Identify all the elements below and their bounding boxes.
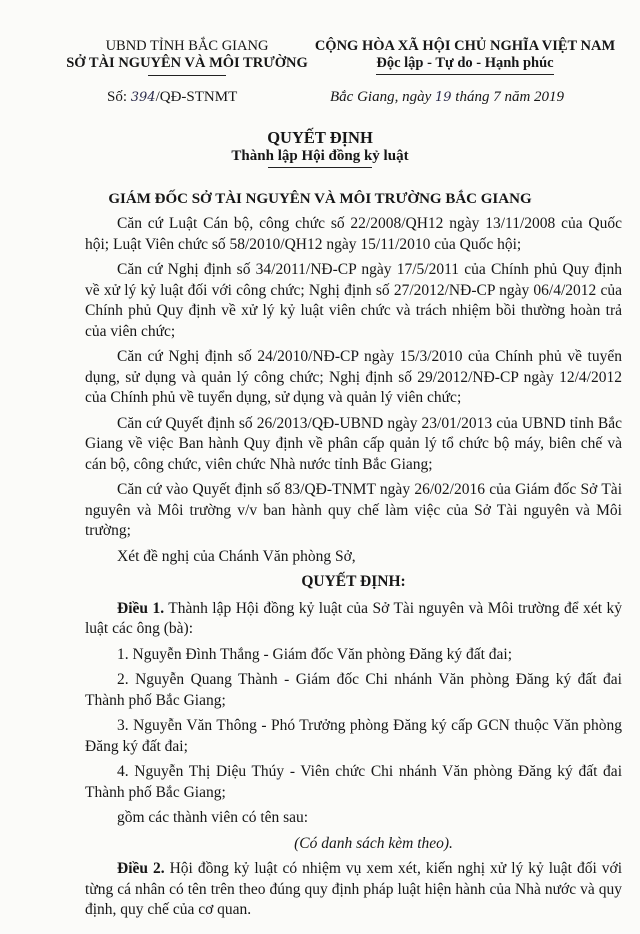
legal-basis: Căn cứ Luật Cán bộ, công chức số 22/2008/QH12 ngày 13/11/2008 của Quốc hội; Luật Viên chức số 58/2010/QH12 ngày 15/11/2010 của Quốc hội; xyxy=(85,215,622,253)
list-item: 4. Nguyễn Thị Diệu Thúy - Viên chức Chi nhánh Văn phòng Đăng ký đất đai Thành phố Bắc Giang; xyxy=(85,763,622,801)
date-suffix: tháng 7 năm 2019 xyxy=(451,89,565,105)
document-title: QUYẾT ĐỊNH xyxy=(267,128,373,147)
legal-basis: Căn cứ Nghị định số 34/2011/NĐ-CP ngày 17/5/2011 của Chính phủ Quy định về xử lý kỷ luật đối với công chức; Nghị định số 27/2012/NĐ-CP ngày 06/4/2012 của Chính phủ Quy định về xử lý kỷ luật viên chức và trách nhiệm bồi thường hoàn trả của viên chức; xyxy=(85,261,622,340)
decides-heading: QUYẾT ĐỊNH: xyxy=(301,573,406,590)
article-1 xyxy=(85,599,622,640)
place-and-date xyxy=(330,89,564,106)
legal-basis: Căn cứ vào Quyết định số 83/QĐ-TNMT ngày 26/02/2016 của Giám đốc Sở Tài nguyên và Môi trường v/v ban hành quy chế làm việc của Sở Tài nguyên và Môi trường; xyxy=(85,481,622,539)
divider xyxy=(148,75,226,76)
department-name: SỞ TÀI NGUYÊN VÀ MÔI TRƯỜNG xyxy=(66,55,308,71)
nation-name: CỘNG HÒA XÃ HỘI CHỦ NGHĨA VIỆT NAM xyxy=(314,38,616,54)
list-item: 2. Nguyễn Quang Thành - Giám đốc Chi nhánh Văn phòng Đăng ký đất đai Thành phố Bắc Giang; xyxy=(85,671,622,709)
place-prefix: Bắc Giang, ngày xyxy=(330,89,435,105)
national-heading xyxy=(312,38,618,75)
article-1-text: Thành lập Hội đồng kỷ luật của Sở Tài nguyên và Môi trường để xét kỷ luật các ông (bà): xyxy=(85,599,622,637)
list-item: 3. Nguyễn Văn Thông - Phó Trưởng phòng Đăng ký cấp GCN thuộc Văn phòng Đăng ký đất đai; xyxy=(85,717,622,755)
province-committee: UBND TỈNH BẮC GIANG xyxy=(105,38,269,54)
article-2-label: Điều 2. xyxy=(117,860,165,877)
document-subtitle: Thành lập Hội đồng kỷ luật xyxy=(231,148,409,164)
article-1-label: Điều 1. xyxy=(117,599,165,617)
national-motto: Độc lập - Tự do - Hạnh phúc xyxy=(376,55,554,71)
document-number xyxy=(107,89,237,106)
article-2-text: Hội đồng kỷ luật có nhiệm vụ xem xét, kiến nghị xử lý kỷ luật đối với từng cá nhân có tên trên theo đúng quy định pháp luật hiện hành của Nhà nước và quy định, quy chế của cơ quan. xyxy=(85,860,623,918)
members-note: (Có danh sách kèm theo). xyxy=(294,834,453,852)
issuing-authority xyxy=(62,38,312,76)
list-item: 1. Nguyễn Đình Thắng - Giám đốc Văn phòng Đăng ký đất đai; xyxy=(117,645,513,663)
doc-number-prefix: Số: xyxy=(107,89,131,105)
document-body xyxy=(85,214,622,926)
proposal-note: Xét đề nghị của Chánh Văn phòng Sở, xyxy=(117,547,356,565)
members-intro: gồm các thành viên có tên sau: xyxy=(117,809,309,826)
divider xyxy=(376,74,554,75)
legal-basis: Căn cứ Nghị định số 24/2010/NĐ-CP ngày 15/3/2010 của Chính phủ về tuyển dụng, sử dụng và quản lý công chức; Nghị định số 29/2012/NĐ-CP ngày 12/4/2012 của Chính phủ về tuyển dụng, sử dụng và quản lý viên chức; xyxy=(85,348,622,406)
divider xyxy=(268,167,372,168)
article-2 xyxy=(85,859,622,921)
doc-number-suffix: /QĐ-STNMT xyxy=(155,89,238,105)
date-day-handwritten: 19 xyxy=(434,90,452,105)
issuer-title: GIÁM ĐỐC SỞ TÀI NGUYÊN VÀ MÔI TRƯỜNG BẮC GIANG xyxy=(108,191,532,207)
doc-number-handwritten: 394 xyxy=(130,90,156,105)
legal-basis: Căn cứ Quyết định số 26/2013/QĐ-UBND ngày 23/01/2013 của UBND tỉnh Bắc Giang về việc Ban hành Quy định về phân cấp quản lý tổ chức bộ máy, biên chế và cán bộ, công chức, viên chức Nhà nước tỉnh Bắc Giang; xyxy=(85,414,622,473)
